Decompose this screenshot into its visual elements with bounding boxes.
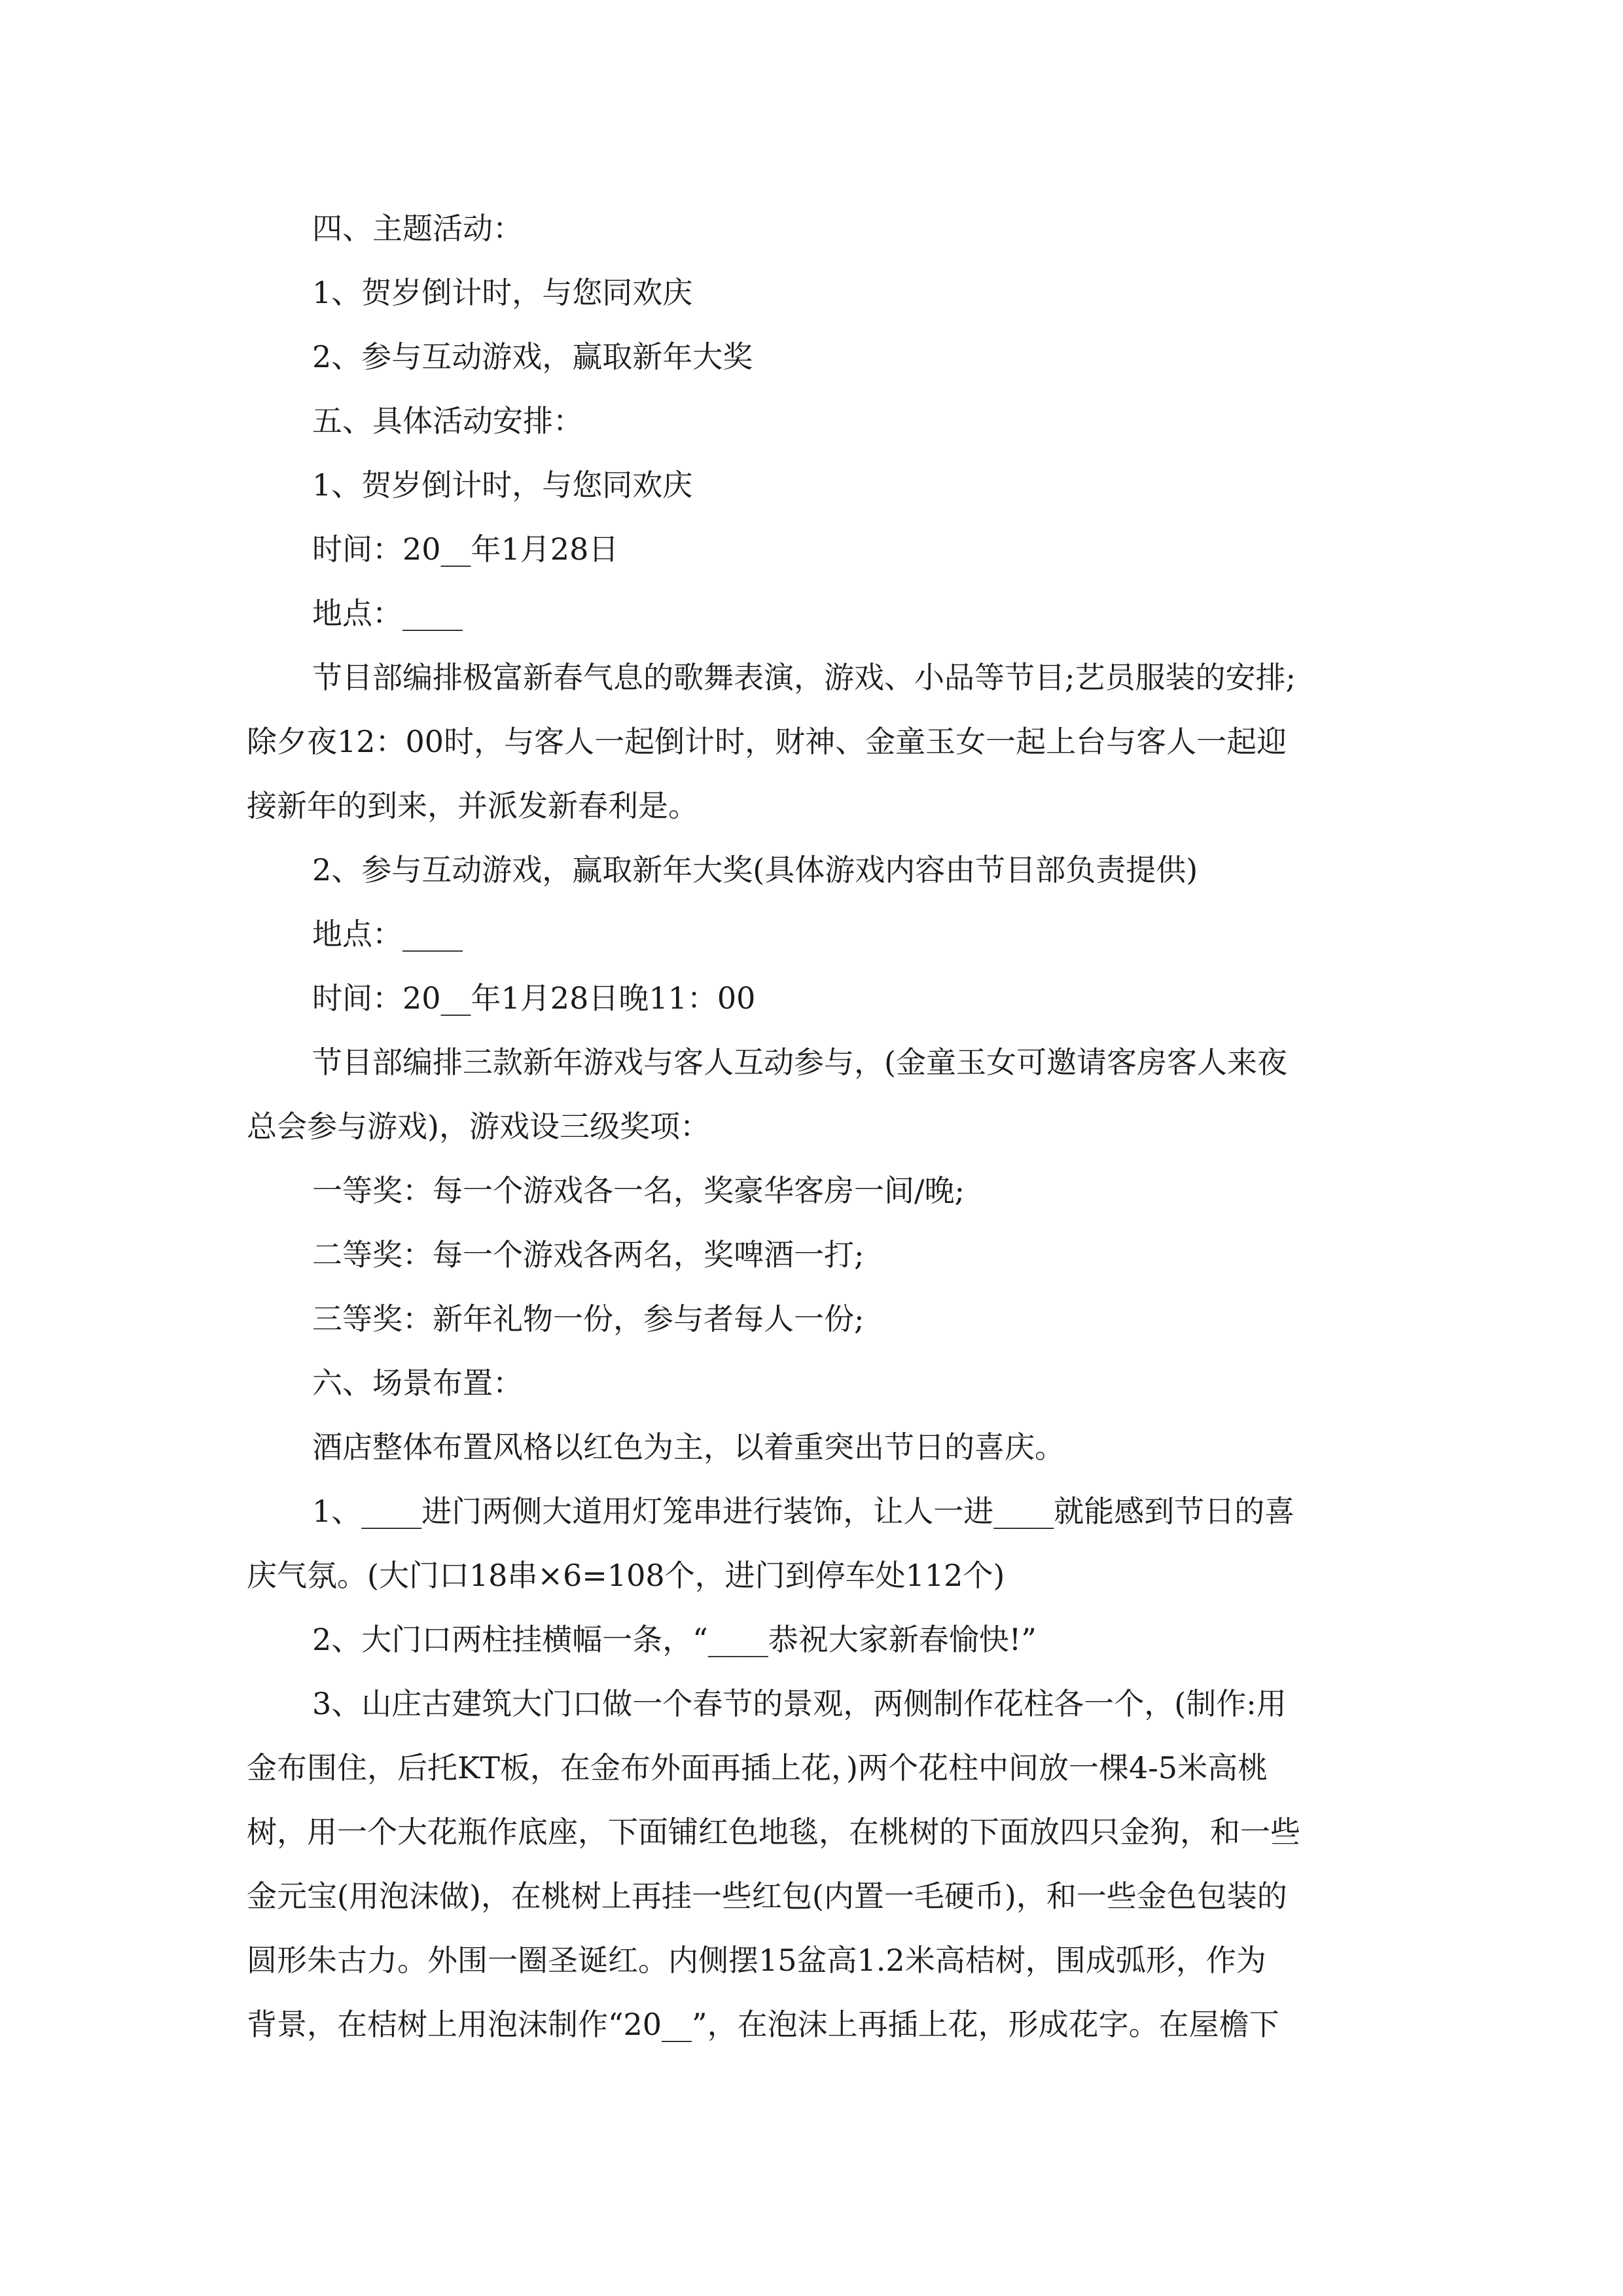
text-line: 节目部编排三款新年游戏与客人互动参与，(金童玉女可邀请客房客人来夜 xyxy=(312,1045,1287,1080)
paragraph xyxy=(247,1287,1379,1351)
text-line: 2、大门口两柱挂横幅一条，“____恭祝大家新春愉快!” xyxy=(312,1622,1037,1657)
text-line: 1、____进门两侧大道用灯笼串进行装饰，让人一进____就能感到节日的喜 xyxy=(312,1494,1295,1529)
text-line: 一等奖：每一个游戏各一名，奖豪华客房一间/晚; xyxy=(312,1173,965,1208)
text-line: 金元宝(用泡沫做)，在桃树上再挂一些红包(内置一毛硬币)，和一些金色包装的 xyxy=(247,1878,1287,1914)
text-line: 五、具体活动安排： xyxy=(312,403,583,439)
text-line: 地点：____ xyxy=(312,596,463,631)
text-line: 背景，在桔树上用泡沫制作“20__”，在泡沫上再插上花，形成花字。在屋檐下 xyxy=(247,2007,1279,2042)
paragraph xyxy=(247,389,1379,453)
text-line: 树，用一个大花瓶作底座，下面铺红色地毯，在桃树的下面放四只金狗，和一些 xyxy=(247,1814,1300,1850)
text-line: 总会参与游戏)，游戏设三级奖项： xyxy=(247,1109,710,1144)
paragraph xyxy=(247,260,1379,325)
paragraph xyxy=(247,902,1379,966)
paragraph xyxy=(247,645,1379,838)
text-line: 时间：20__年1月28日 xyxy=(312,531,619,567)
text-line: 1、贺岁倒计时，与您同欢庆 xyxy=(312,467,693,503)
text-line: 地点：____ xyxy=(312,916,463,952)
paragraph xyxy=(247,517,1379,581)
text-line: 节目部编排极富新春气息的歌舞表演，游戏、小品等节目;艺员服装的安排; xyxy=(312,660,1296,695)
text-line: 2、参与互动游戏，赢取新年大奖 xyxy=(312,339,753,374)
text-line: 四、主题活动： xyxy=(312,211,523,246)
text-line: 2、参与互动游戏，赢取新年大奖(具体游戏内容由节目部负责提供) xyxy=(312,852,1198,888)
paragraph xyxy=(247,1030,1379,1158)
paragraph xyxy=(247,1415,1379,1479)
paragraph xyxy=(247,196,1379,260)
paragraph xyxy=(247,453,1379,517)
text-line: 时间：20__年1月28日晚11：00 xyxy=(312,980,756,1016)
paragraph xyxy=(247,1479,1379,1607)
paragraph xyxy=(247,581,1379,645)
text-line: 金布围住，后托KT板，在金布外面再插上花，)两个花柱中间放一棵4-5米高桃 xyxy=(247,1750,1268,1785)
paragraph xyxy=(247,1158,1379,1223)
paragraph xyxy=(247,1607,1379,1672)
text-line: 三等奖：新年礼物一份，参与者每人一份; xyxy=(312,1301,865,1336)
text-line: 接新年的到来，并派发新春利是。 xyxy=(247,788,698,823)
paragraph xyxy=(247,1351,1379,1415)
text-line: 酒店整体布置风格以红色为主，以着重突出节日的喜庆。 xyxy=(312,1429,1065,1465)
text-line: 圆形朱古力。外围一圈圣诞红。内侧摆15盆高1.2米高桔树，围成弧形，作为 xyxy=(247,1943,1266,1978)
text-line: 除夕夜12：00时，与客人一起倒计时，财神、金童玉女一起上台与客人一起迎 xyxy=(247,724,1287,759)
paragraph xyxy=(247,966,1379,1030)
text-line: 3、山庄古建筑大门口做一个春节的景观，两侧制作花柱各一个，(制作:用 xyxy=(312,1686,1287,1721)
text-line: 六、场景布置： xyxy=(312,1365,523,1401)
paragraph xyxy=(247,325,1379,389)
paragraph xyxy=(247,1672,1379,2056)
text-line: 二等奖：每一个游戏各两名，奖啤酒一打; xyxy=(312,1237,865,1272)
text-line: 庆气氛。(大门口18串×6=108个，进门到停车处112个) xyxy=(247,1558,1005,1593)
text-line: 1、贺岁倒计时，与您同欢庆 xyxy=(312,275,693,310)
paragraph xyxy=(247,1223,1379,1287)
paragraph xyxy=(247,838,1379,902)
document-page xyxy=(247,196,1379,2056)
